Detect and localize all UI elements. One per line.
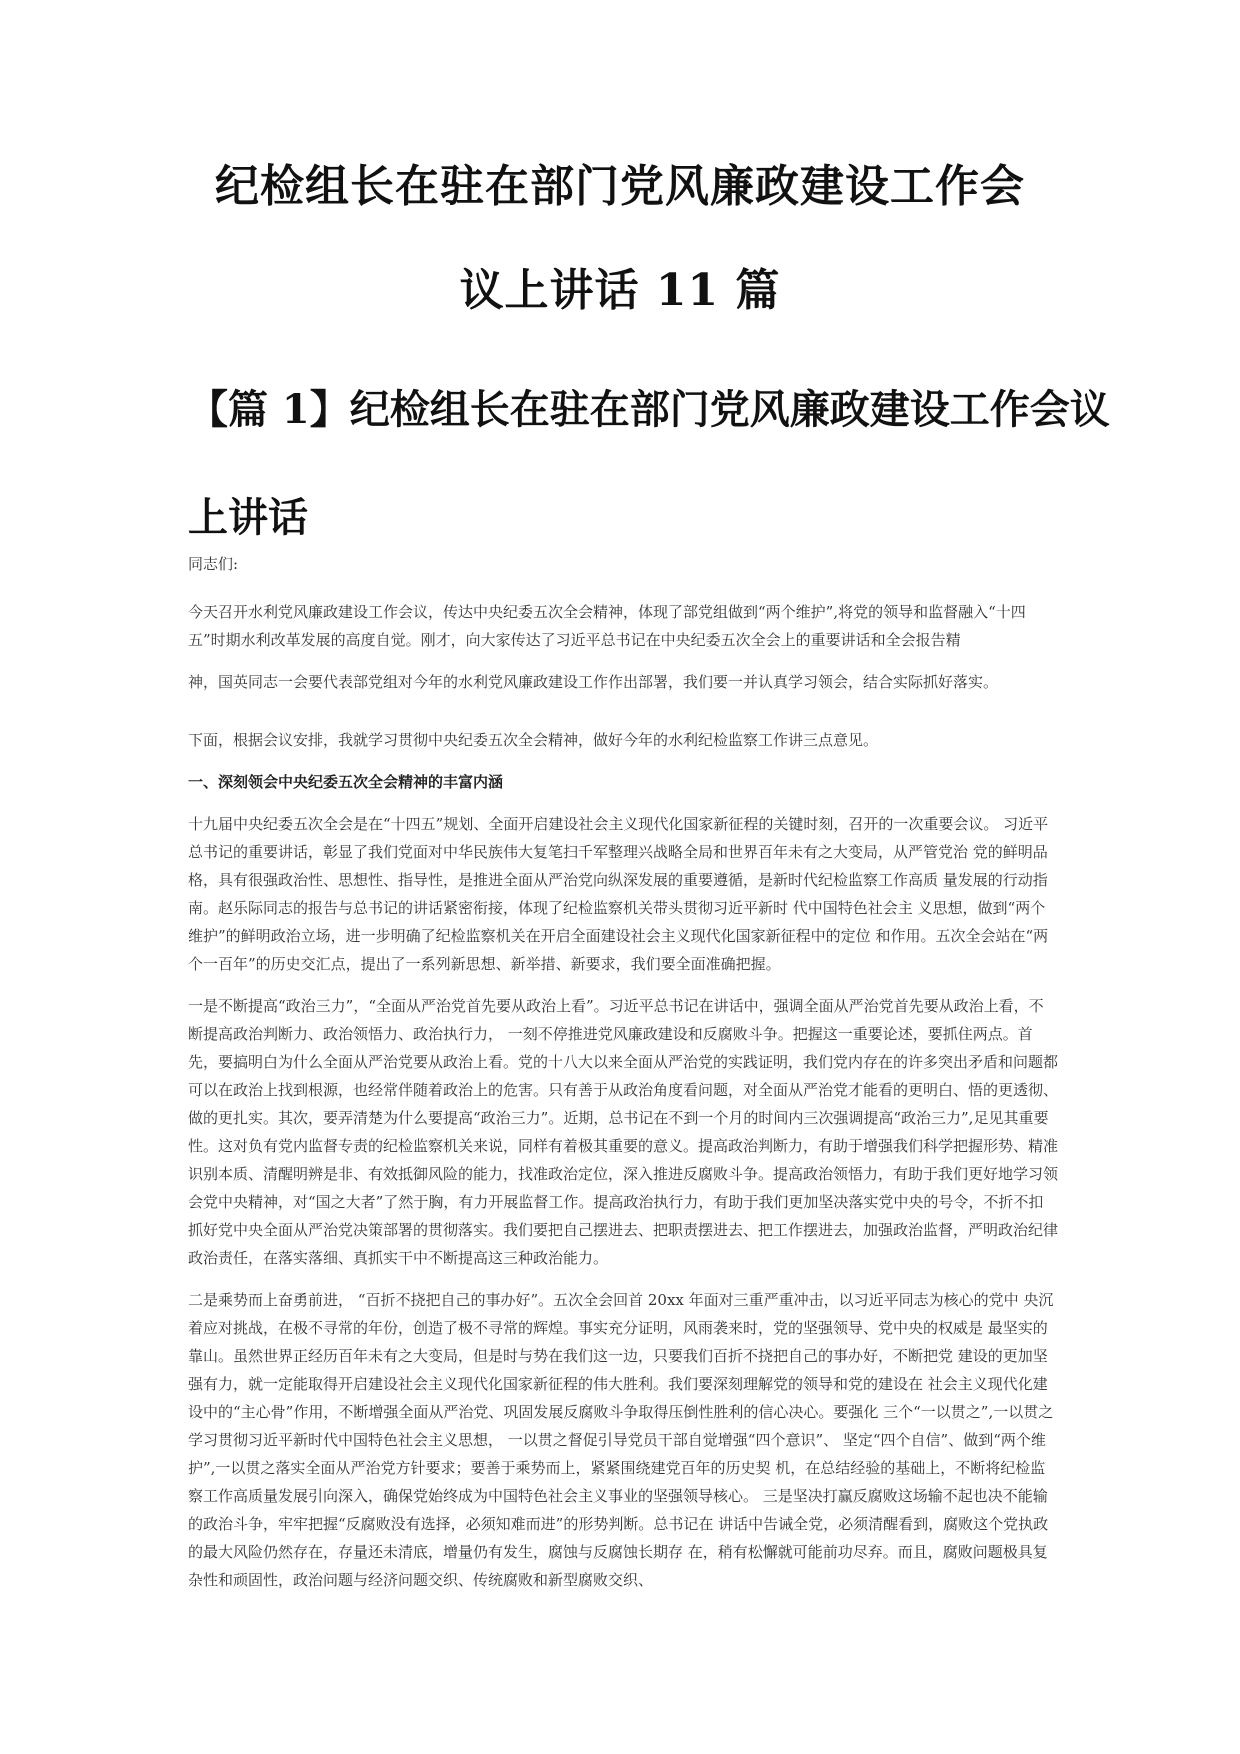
salutation: 同志们: [188,555,239,573]
document-body [188,550,1058,1594]
paragraph-intro-continued: 神，国英同志一会要代表部党组对今年的水利党风廉政建设工作作出部署，我们要一并认真学习领会，结合实际抓好落实。 [188,673,999,691]
paragraph-point-1: 一是不断提高“政治三力”，“全面从严治党首先要从政治上看”。习近平总书记在讲话中，强调全面从严治党首先要从政治上看，不断提高政治判断力、政治领悟力、政治执行力， 一刻不停推进党风廉政建设和反腐败斗争。把握这一重要论述，要抓住两点。首先，要搞明白为什么全面从严治党要从政治上看。党的十八大以来全面从严治党的实践证明，我们党内存在的许多突出矛盾和问题都可以在政治上找到根源，也经常伴随着政治上的危害。只有善于从政治角度看问题，对全面从严治党才能看的更明白、悟的更透彻、做的更扎实。其次，要弄清楚为什么要提高“政治三力”。近期，总书记在不到一个月的时间内三次强调提高“政治三力”,足见其重要性。这对负有党内监督专责的纪检监察机关来说，同样有着极其重要的意义。提高政治判断力，有助于增强我们科学把握形势、精准识别本质、清醒明辨是非、有效抵御风险的能力，找准政治定位，深入推进反腐败斗争。提高政治领悟力，有助于我们更好地学习领会党中央精神，对“国之大者”了然于胸，有力开展监督工作。提高政治执行力，有助于我们更加坚决落实党中央的号令，不折不扣抓好党中央全面从严治党决策部署的贯彻落实。我们要把自己摆进去、把职责摆进去、把工作摆进去，加强政治监督，严明政治纪律政治责任，在落实落细、真抓实干中不断提高这三种政治能力。 [188,997,1059,1267]
paragraph-plenary: 十九届中央纪委五次全会是在“十四五”规划、全面开启建设社会主义现代化国家新征程的关键时刻，召开的一次重要会议。 习近平总书记的重要讲话，彰显了我们党面对中华民族伟大复笔扫千军整理兴战略全局和世界百年未有之大变局，从严管党治 党的鲜明品格，具有很强政治性、思想性、指导性，是推进全面从严治党向纵深发展的重要遵循，是新时代纪检监察工作高质 量发展的行动指南。赵乐际同志的报告与总书记的讲话紧密衔接，体现了纪检监察机关带头贯彻习近平新时 代中国特色社会主 义思想，做到“两个维护”的鲜明政治立场，进一步明确了纪检监察机关在开启全面建设社会主义现代化国家新征程中的定位 和作用。五次全会站在“两个一百年”的历史交汇点，提出了一系列新思想、新举措、新要求，我们要全面准确把握。 [188,815,1049,973]
subheading-1: 一、深刻领会中央纪委五次全会精神的丰富内涵 [188,773,504,791]
paragraph-intro: 今天召开水利党风廉政建设工作会议，传达中央纪委五次全会精神，体现了部党组做到“两个维护”,将党的领导和监督融入“十四五”时期水利改革发展的高度自觉。刚才，向大家传达了习近平总书记在中央纪委五次全会上的重要讲话和全会报告精 [188,603,1026,649]
document-title-line-1: 纪检组长在驻在部门党风廉政建设工作会 [215,161,1025,212]
document-title-line-2: 议上讲话 11 篇 [459,265,781,316]
paragraph-point-2: 二是乘势而上奋勇前进， “百折不挠把自己的事办好”。五次全会回首 20xx 年面对三重严重冲击，以习近平同志为核心的党中 央沉着应对挑战，在极不寻常的年份，创造了极不寻常的辉煌。事实充分证明，风雨袭来时，党的坚强领导、党中央的权威是 最坚实的靠山。虽然世界正经历百年未有之大变局，但是时与势在我们这一边，只要我们百折不挠把自己的事办好，不断把党 建设的更加坚强有力，就一定能取得开启建设社会主义现代化国家新征程的伟大胜利。我们要深刻理解党的领导和党的建设在 社会主义现代化建设中的“主心骨”作用，不断增强全面从严治党、巩固发展反腐败斗争取得压倒性胜利的信心决心。要强化 三个“一以贯之”,一以贯之学习贯彻习近平新时代中国特色社会主义思想， 一以贯之督促引导党员干部自觉增强“四个意识”、 坚定“四个自信”、做到“两个维护”,一以贯之落实全面从严治党方针要求；要善于乘势而上，紧紧围绕建党百年的历史契 机，在总结经验的基础上，不断将纪检监察工作高质量发展引向深入，确保党始终成为中国特色社会主义事业的坚强领导核心。 三是坚决打赢反腐败这场输不起也决不能输的政治斗争，牢牢把握“反腐败没有选择，必须知难而进”的形势判断。总书记在 讲话中告诫全党，必须清醒看到，腐败这个党执政的最大风险仍然存在，存量还未清底，增量仍有发生，腐蚀与反腐蚀长期存 在，稍有松懈就可能前功尽弃。而且，腐败问题极具复杂性和顽固性，政治问题与经济问题交织、传统腐败和新型腐败交织、 [188,1291,1054,1589]
paragraph-outline: 下面，根据会议安排，我就学习贯彻中央纪委五次全会精神，做好今年的水利纪检监察工作讲三点意见。 [188,731,879,749]
section-title-line-2: 上讲话 [188,494,308,541]
section-title-line-1: 【篇 1】纪检组长在驻在部门党风廉政建设工作会议 [188,386,1110,433]
